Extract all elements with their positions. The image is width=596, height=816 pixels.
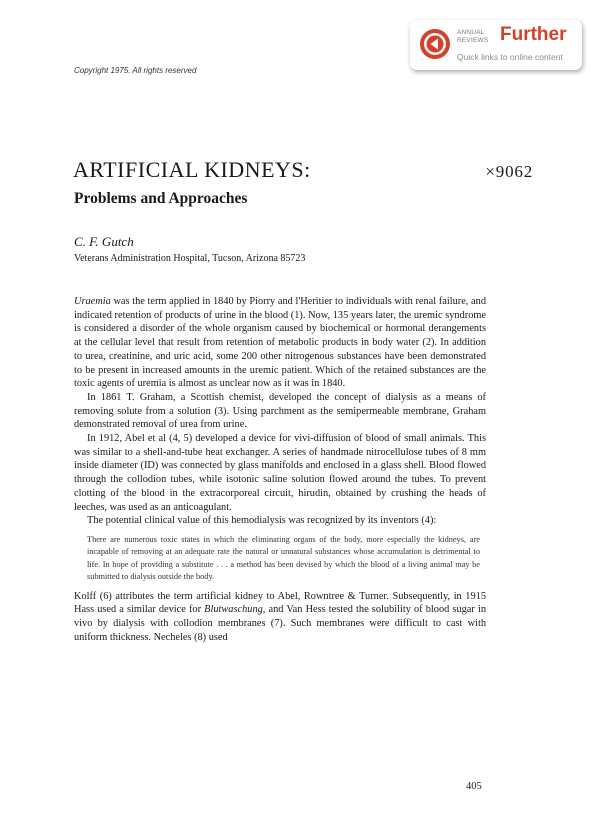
article-body [74, 295, 486, 644]
paragraph-kolff [74, 590, 486, 645]
annual-reviews-label: ANNUAL REVIEWS [457, 29, 489, 44]
annual-reviews-further-banner[interactable] [410, 20, 582, 70]
author-affiliation: Veterans Administration Hospital, Tucson, Arizona 85723 [74, 253, 306, 264]
annual-reviews-logo-icon [419, 28, 451, 60]
block-quote: There are numerous toxic states in which the eliminating organs of the body, more especially the kidneys, are incapable of removing at an adequate rate the natural or unnatural substances whose accumulation is detrimental to life. In hope of providing a substitute . . . a method has been devised by which the blood of a living animal may be submitted to dialysis outside the body. [87, 534, 480, 582]
article-code: ×9062 [485, 162, 533, 181]
author-name: C. F. Gutch [74, 234, 134, 249]
term-uraemia: Uraemia [74, 296, 111, 307]
paragraph-text: Kolff (6) attributes the term artificial kidney to Abel, Rowntree & Turner. Subsequently, in 1915 Hass used a similar device for [74, 590, 486, 616]
further-tagline: Quick links to online content [457, 52, 563, 62]
paragraph-graham: In 1861 T. Graham, a Scottish chemist, developed the concept of dialysis as a means of removing solute from a solution (3). Using parchment as the semipermeable membrane, Graham demonstrated removal of urea from urine. [74, 391, 486, 431]
further-label: Further [500, 24, 567, 45]
article-title: ARTIFICIAL KIDNEYS: [73, 157, 311, 182]
page-number: 405 [466, 781, 482, 792]
copyright-notice: Copyright 1975. All rights reserved [74, 66, 197, 75]
paragraph-text: was the term applied in 1840 by Piorry and l'Heritier to individuals with renal failure, and indicated retention of products of urine in the blood (1). Now, 135 years later, the uremic syndrome is considered a disorder of the whole organism caused by biochemical or hormonal derangements at the cellular level that result from retention of metabolic products in body water (2). In addition to urea, creatinine, and uric acid, some 200 other nitrogenous substances have been demonstrated to be present in increased amounts in the uremic patient. Which of the retained substances are the toxic agents of uremia is almost as unclear now as it was in 1840. [74, 296, 486, 390]
paragraph-clinical-value: The potential clinical value of this hemodialysis was recognized by its inventors (4): [87, 515, 437, 527]
paragraph-uraemia [74, 295, 486, 391]
article-subtitle: Problems and Approaches [74, 190, 248, 207]
term-blutwaschung: Blutwaschung, [204, 604, 266, 616]
paragraph-text: and Van Hess tested the solubility of blood sugar in vivo by dialysis with collodion membranes (7). Such membranes were difficult to cast with uniform thickness. Necheles (8) used [74, 604, 486, 643]
paragraph-abel: In 1912, Abel et al (4, 5) developed a device for vivi-diffusion of blood of small animals. This was similar to a shell-and-tube heat exchanger. A series of handmade nitrocellulose tubes of 8 mm inside diameter (ID) was connected by glass manifolds and enclosed in a glass shell. Blood flowed through the collodion tubes, while isotonic saline solution flowed around the tubes. To prevent clotting of the blood in the extracorporeal circuit, hirudin, obtained by crushing the heads of leeches, was used as an anticoagulant. [74, 433, 486, 513]
